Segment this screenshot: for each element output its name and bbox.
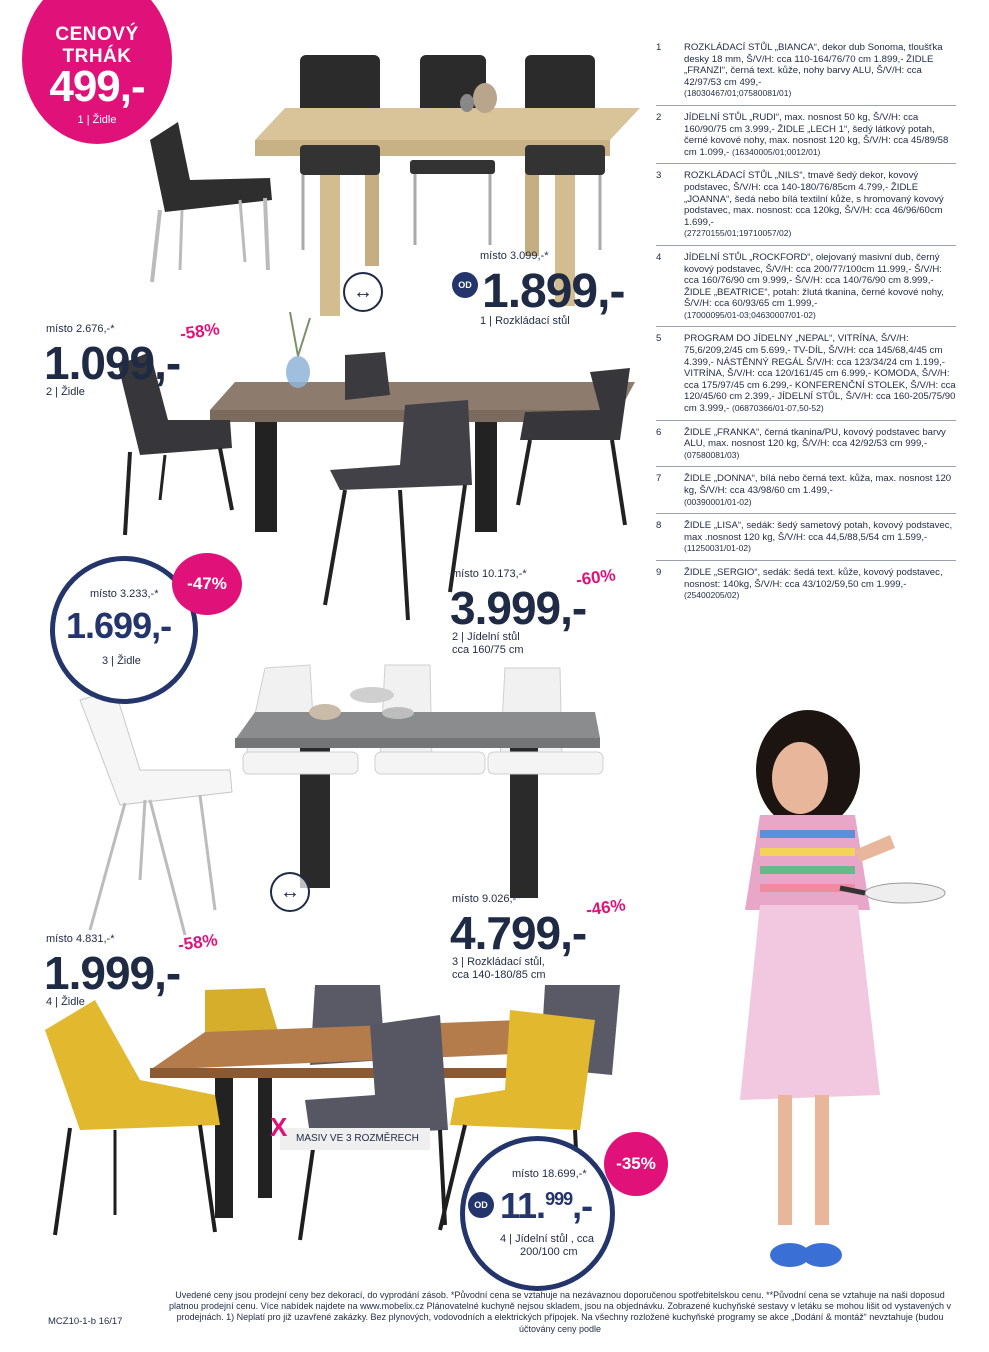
price-hit-badge	[22, 0, 172, 144]
offer6-was-price: místo 4.831,-*	[46, 933, 115, 945]
offer7-price	[500, 1185, 592, 1227]
offer5-price: 4.799,-	[450, 907, 587, 959]
list-item: 7 ŽIDLE „DONNA“, bílá nebo černá text. kůža, max. nosnost 120 kg, Š/V/H: cca 43/98/60 cm 1.499,- (00390001/01-02)	[656, 466, 956, 513]
product-list	[656, 40, 956, 607]
offer3-label: 3 | Židle	[102, 655, 141, 667]
offer7-price-end: ,-	[572, 1185, 593, 1226]
offer7-price-sup: 999	[545, 1189, 573, 1209]
offer6-price: 1.999,-	[44, 947, 181, 999]
extendable-arrows-icon: ↔	[343, 272, 383, 312]
offer5-label-1: 3 | Rozkládací stůl,	[452, 956, 545, 968]
offer1-label: 1 | Rozkládací stůl	[480, 315, 570, 327]
offer4-discount: -60%	[574, 565, 617, 590]
solid-wood-ribbon: MASIV VE 3 ROZMĚRECH	[280, 1128, 430, 1150]
offer7-label-2: 200/100 cm	[520, 1246, 578, 1258]
offer2-label: 2 | Židle	[46, 386, 85, 398]
offer7-from-badge: OD	[468, 1192, 494, 1218]
offer7-was-price: místo 18.699,-*	[512, 1168, 587, 1180]
list-item: 2 JÍDELNÍ STŮL „RUDI“, max. nosnost 50 kg, Š/V/H: cca 160/90/75 cm 3.999,- ŽIDLE „LECH 1“, šedý látkový potah, černé kovové nohy, max. nosnost 120 kg, Š/V/H: cca 45/89/58 cm 1.099,- (16340005/01;0012/01)	[656, 105, 956, 163]
ribbon-x-mark: X	[270, 1112, 288, 1142]
offer4-was-price: místo 10.173,-*	[452, 568, 527, 580]
offer2-was-price: místo 2.676,-*	[46, 323, 115, 335]
offer5-was-price: místo 9.026,-*	[452, 893, 521, 905]
offer7-discount: -35%	[604, 1132, 668, 1196]
promo-label: 1 | Židle	[77, 114, 117, 126]
list-item: 9 ŽIDLE „SERGIO“, sedák: šedá text. kůže, kovový podstavec, nosnost: 140kg, Š/V/H: cca 43/102/59,50 cm 1.999,- (25400205/02)	[656, 560, 956, 607]
list-item: 6 ŽIDLE „FRANKA“, černá tkanina/PU, kovový podstavec barvy ALU, max. nosnost 120 kg, Š/V/H: cca 42/92/53 cm 999,- (07580081/03)	[656, 420, 956, 467]
promo-line2: TRHÁK	[62, 46, 132, 67]
offer7-label-1: 4 | Jídelní stůl , cca	[500, 1233, 594, 1245]
list-item: 8 ŽIDLE „LISA“, sedák: šedý sametový potah, kovový podstavec, max .nosnost 120 kg, Š/V/H: cca 44,5/88,5/54 cm 1.599,- (11250031/01-02)	[656, 513, 956, 560]
offer2-price: 1.099,-	[44, 337, 181, 389]
offer7-price-main: 11.	[500, 1185, 546, 1226]
offer5-label-2: cca 140-180/85 cm	[452, 969, 546, 981]
offer5-discount: -46%	[584, 895, 627, 920]
extendable-arrows-icon: ↔	[270, 872, 310, 912]
list-item: 1 ROZKLÁDACÍ STŮL „BIANCA“, dekor dub Sonoma, tloušťka desky 18 mm, Š/V/H: cca 110-164/76/70 cm 1.899,- ŽIDLE „FRANZI“, černá text. kůže, nohy barvy ALU, Š/V/H: cca 42/97/53 cm 499,- (18030467/01;07580081/01)	[656, 42, 943, 99]
legal-footer: Uvedené ceny jsou prodejní ceny bez dekorací, do vyprodání zásob. *Původní cena se vztahuje na nezávaznou doporučenou spotřebitelskou cenu. **Původní cena se vztahuje na naši doposud platnou prodejní cenu. Více nabídek najdete na www.mobelix.cz Plánovatelné kuchyně nejsou skladem, jsou na objednávku. Zobrazené kuchyňské sestavy v letáku se mohou lišit od vystavených v prodejnách. 1) Neplatí pro již uzavřené zakázky. Bez plynových, vodovodních a elektrických přípojek. Na všechny rozložené kuchyňské programy se akce „Dodání & montáž“ nevztahuje (budou účtovány ceny podle	[169, 1290, 951, 1334]
offer1-was-price: místo 3.099,-*	[480, 250, 549, 262]
offer2-discount: -58%	[178, 319, 221, 344]
woman-with-pan-illustration	[740, 710, 945, 1267]
offer1-price: 1.899,-	[482, 265, 625, 318]
list-item: 4 JÍDELNÍ STŮL „ROCKFORD“, olejovaný masivní dub, černý kovový podstavec, Š/V/H: cca 200/77/100cm 11.999,- Š/V/H: cca 160/76/90 cm 9.999,- Š/V/H: cca 140/76/90 cm 8.999,- ŽIDLE „BEATRICE“, potah: žlutá tkanina, černé kovové nohy, Š/V/H: cca 60/93/65 cm 1.999,- (17000095/01-03;04630007/01-02)	[656, 245, 956, 327]
offer6-discount: -58%	[176, 930, 219, 955]
offer3-price: 1.699,-	[66, 605, 172, 646]
page-code: MCZ10-1-b 16/17	[48, 1316, 123, 1327]
list-item: 5 PROGRAM DO JÍDELNY „NEPAL“, VITRÍNA, Š/V/H: 75,6/209,2/45 cm 5.699,- TV-DÍL, Š/V/H: cca 145/68,4/45 cm 4.399,- NÁSTĚNNÝ REGÁL Š/V/H: cca 123/34/24 cm 1.199,- VITRÍNA, Š/V/H: cca 120/161/45 cm 6.999,- KOMODA, Š/V/H: cca 175/97/45 cm 6.299,- KONFERENČNÍ STOLEK, Š/V/H: cca 120/45/60 cm 2.399,- JÍDELNÍ STŮL, Š/V/H: cca 160-205/75/90 cm 3.999,- (06870366/01-07,50-52)	[656, 326, 956, 419]
list-item: 3 ROZKLÁDACÍ STŮL „NILS“, tmavě šedý dekor, kovový podstavec, Š/V/H: cca 140-180/76/85cm 4.799,- ŽIDLE „JOANNA“, šedá nebo bílá textilní kůže, s hromovaný kovový podstavec, max. nosnost: cca 120kg, Š/V/H: cca 46/96/60cm 1.699,- (27270155/01;19710057/02)	[656, 163, 956, 245]
offer1-from-badge: OD	[452, 272, 478, 298]
nils-table-illustration	[80, 665, 603, 935]
offer4-label-1: 2 | Jídelní stůl	[452, 631, 520, 643]
offer3-was-price: místo 3.233,-*	[90, 588, 159, 600]
promo-price: 499,-	[49, 62, 145, 111]
offer3-discount: -47%	[172, 553, 242, 615]
offer4-price: 3.999,-	[450, 582, 587, 634]
offer6-label: 4 | Židle	[46, 996, 85, 1008]
promo-line1: CENOVÝ	[55, 24, 139, 45]
offer4-label-2: cca 160/75 cm	[452, 644, 524, 656]
